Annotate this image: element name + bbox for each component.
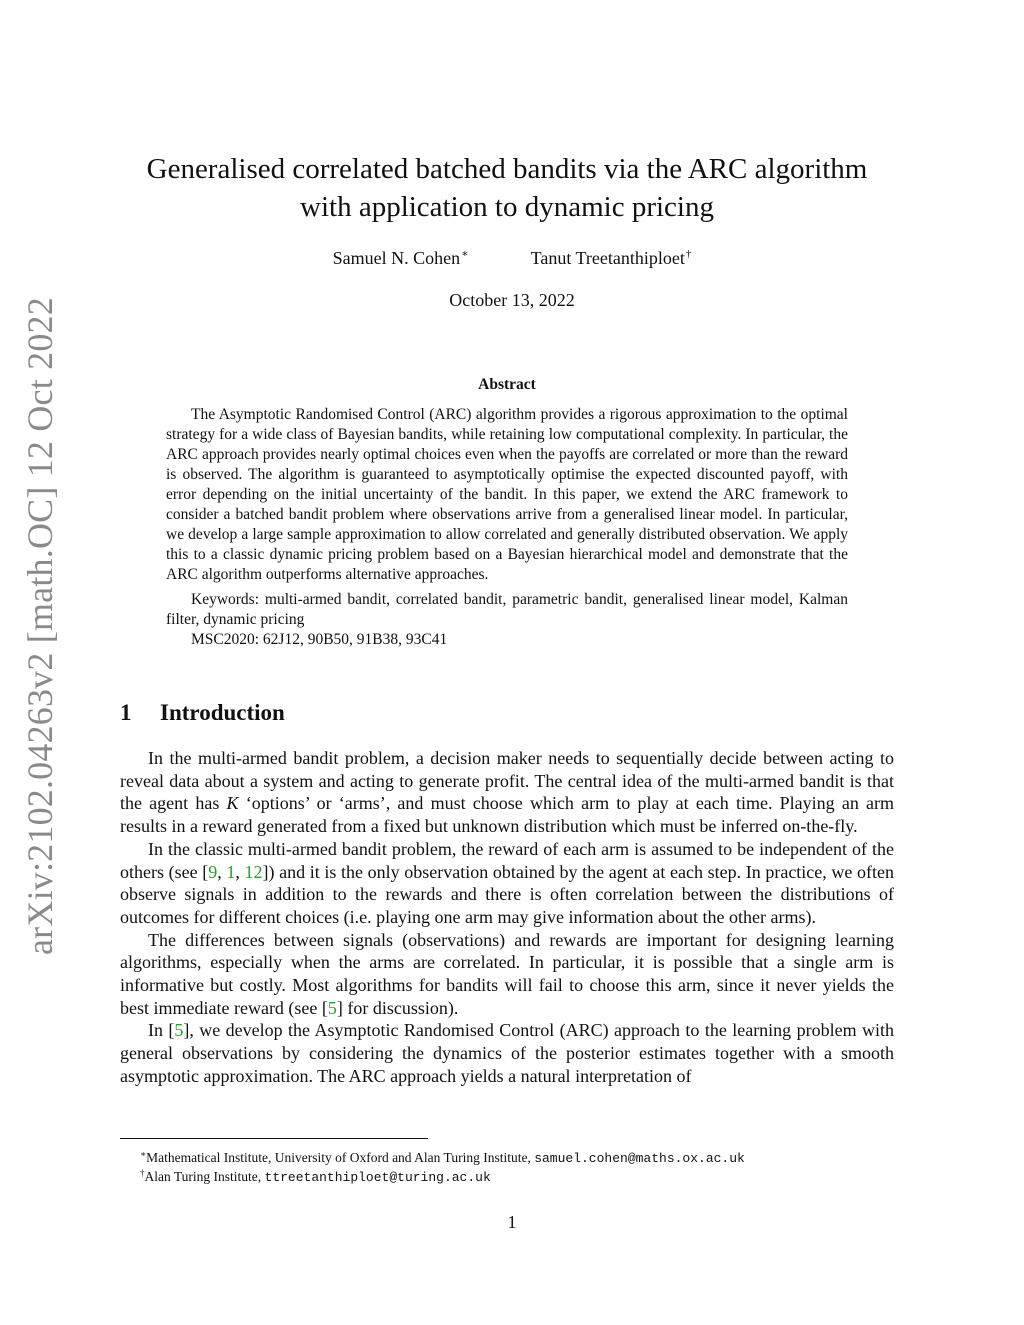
paper-date: October 13, 2022 [449,290,575,310]
paragraph-text: , [217,861,227,882]
msc-codes: MSC2020: 62J12, 90B50, 91B38, 93C41 [191,631,448,648]
footnote-1 [140,1146,900,1167]
footnote-text: Alan Turing Institute, [144,1169,265,1184]
paragraph-text: In [ [148,1020,175,1041]
citation-link[interactable]: 12 [244,861,263,882]
footnote-2 [140,1165,900,1186]
author-2 [531,248,692,269]
title-line-1: Generalised correlated batched bandits via the ARC algorithm [146,153,868,185]
paragraph-text: The differences between signals (observations) and rewards are important for designing learning algorithms, especially when the arms are correlated. In particular, it is possible that a single arm is informative but costly. Most algorithms for bandits will fail to choose this arm, since it never yields the best immediate reward (see [ [120,929,894,1018]
footnote-text: Mathematical Institute, University of Oxford and Alan Turing Institute, [146,1150,535,1165]
paragraph-text: ‘options’ or ‘arms’, and must choose which arm to play at each time. Playing an arm results in a reward generated from a fixed but unknown distribution which must be inferred on-the-fly. [120,793,894,837]
paragraph-text: ], we develop the Asymptotic Randomised Control (ARC) approach to the learning problem with general observations by considering the dynamics of the posterior estimates together with a smooth asymptotic approximation. The ARC approach yields a natural interpretation of [120,1020,894,1086]
introduction-body [120,747,894,1088]
paragraph-text: , [235,861,245,882]
section-title: Introduction [160,700,285,725]
citation-link[interactable]: 5 [327,997,337,1018]
paper-title [100,150,914,226]
author-list [0,247,1024,269]
author-name: Samuel N. Cohen [332,248,461,268]
citation-link[interactable]: 1 [226,861,236,882]
arxiv-side-label: arXiv:2102.04263v2 [math.OC] 12 Oct 2022 [20,297,60,955]
section-number: 1 [120,700,132,725]
email-link[interactable]: samuel.cohen@maths.ox.ac.uk [534,1151,745,1166]
footnote-mark: ∗ [461,248,469,260]
keywords: Keywords: multi-armed bandit, correlated bandit, parametric bandit, generalised linear model, Kalman filter, dynamic pricing [166,591,848,628]
abstract [166,405,848,650]
paragraph-text: In the classic multi-armed bandit problem, the reward of each arm is assumed to be independent of the others (see [ [120,838,894,882]
section-heading [120,700,285,726]
paragraph [120,929,894,1020]
footnote-mark: ∗ [140,1149,147,1159]
paragraph-text: In the multi-armed bandit problem, a decision maker needs to sequentially decide between acting to reveal data about a system and acting to generate profit. The central idea of the multi-armed bandit is that the agent has [120,748,894,814]
paragraph-text: ]) and it is the only observation obtained by the agent at each step. In practice, we often observe signals in addition to the rewards and there is often correlation between the distributions of outcomes for different choices (i.e. playing one arm may give information about the other arms). [120,861,895,927]
citation-link[interactable]: 9 [208,861,218,882]
paragraph [120,838,894,929]
paragraph [120,1019,894,1087]
title-line-2: with application to dynamic pricing [300,191,714,223]
math-symbol: K [226,793,239,814]
abstract-text: The Asymptotic Randomised Control (ARC) algorithm provides a rigorous approximation to the optimal strategy for a wide class of Bayesian bandits, while retaining low computational complexity. In particular, the ARC approach provides nearly optimal choices even when the payoffs are correlated or more than the reward is observed. The algorithm is guaranteed to asymptotically optimise the expected discounted payoff, with error depending on the initial uncertainty of the bandit. In this paper, we extend the ARC framework to consider a batched bandit problem where observations arrive from a generalised linear model. In particular, we develop a large sample approximation to allow correlated and generally distributed observation. We apply this to a classic dynamic pricing problem based on a Bayesian hierarchical model and demonstrate that the ARC algorithm outperforms alternative approaches. [166,406,848,583]
footnote-mark: † [140,1168,145,1178]
abstract-heading: Abstract [478,376,536,393]
page-number: 1 [507,1212,517,1232]
paragraph-text: ] for discussion). [336,997,459,1018]
citation-link[interactable]: 5 [174,1020,184,1041]
footnote-mark: † [685,248,692,260]
author-name: Tanut Treetanthiploet [530,248,685,268]
footnote-rule [120,1138,428,1139]
author-1 [333,247,469,269]
email-link[interactable]: ttreetanthiploet@turing.ac.uk [264,1170,491,1185]
paragraph [120,747,894,838]
